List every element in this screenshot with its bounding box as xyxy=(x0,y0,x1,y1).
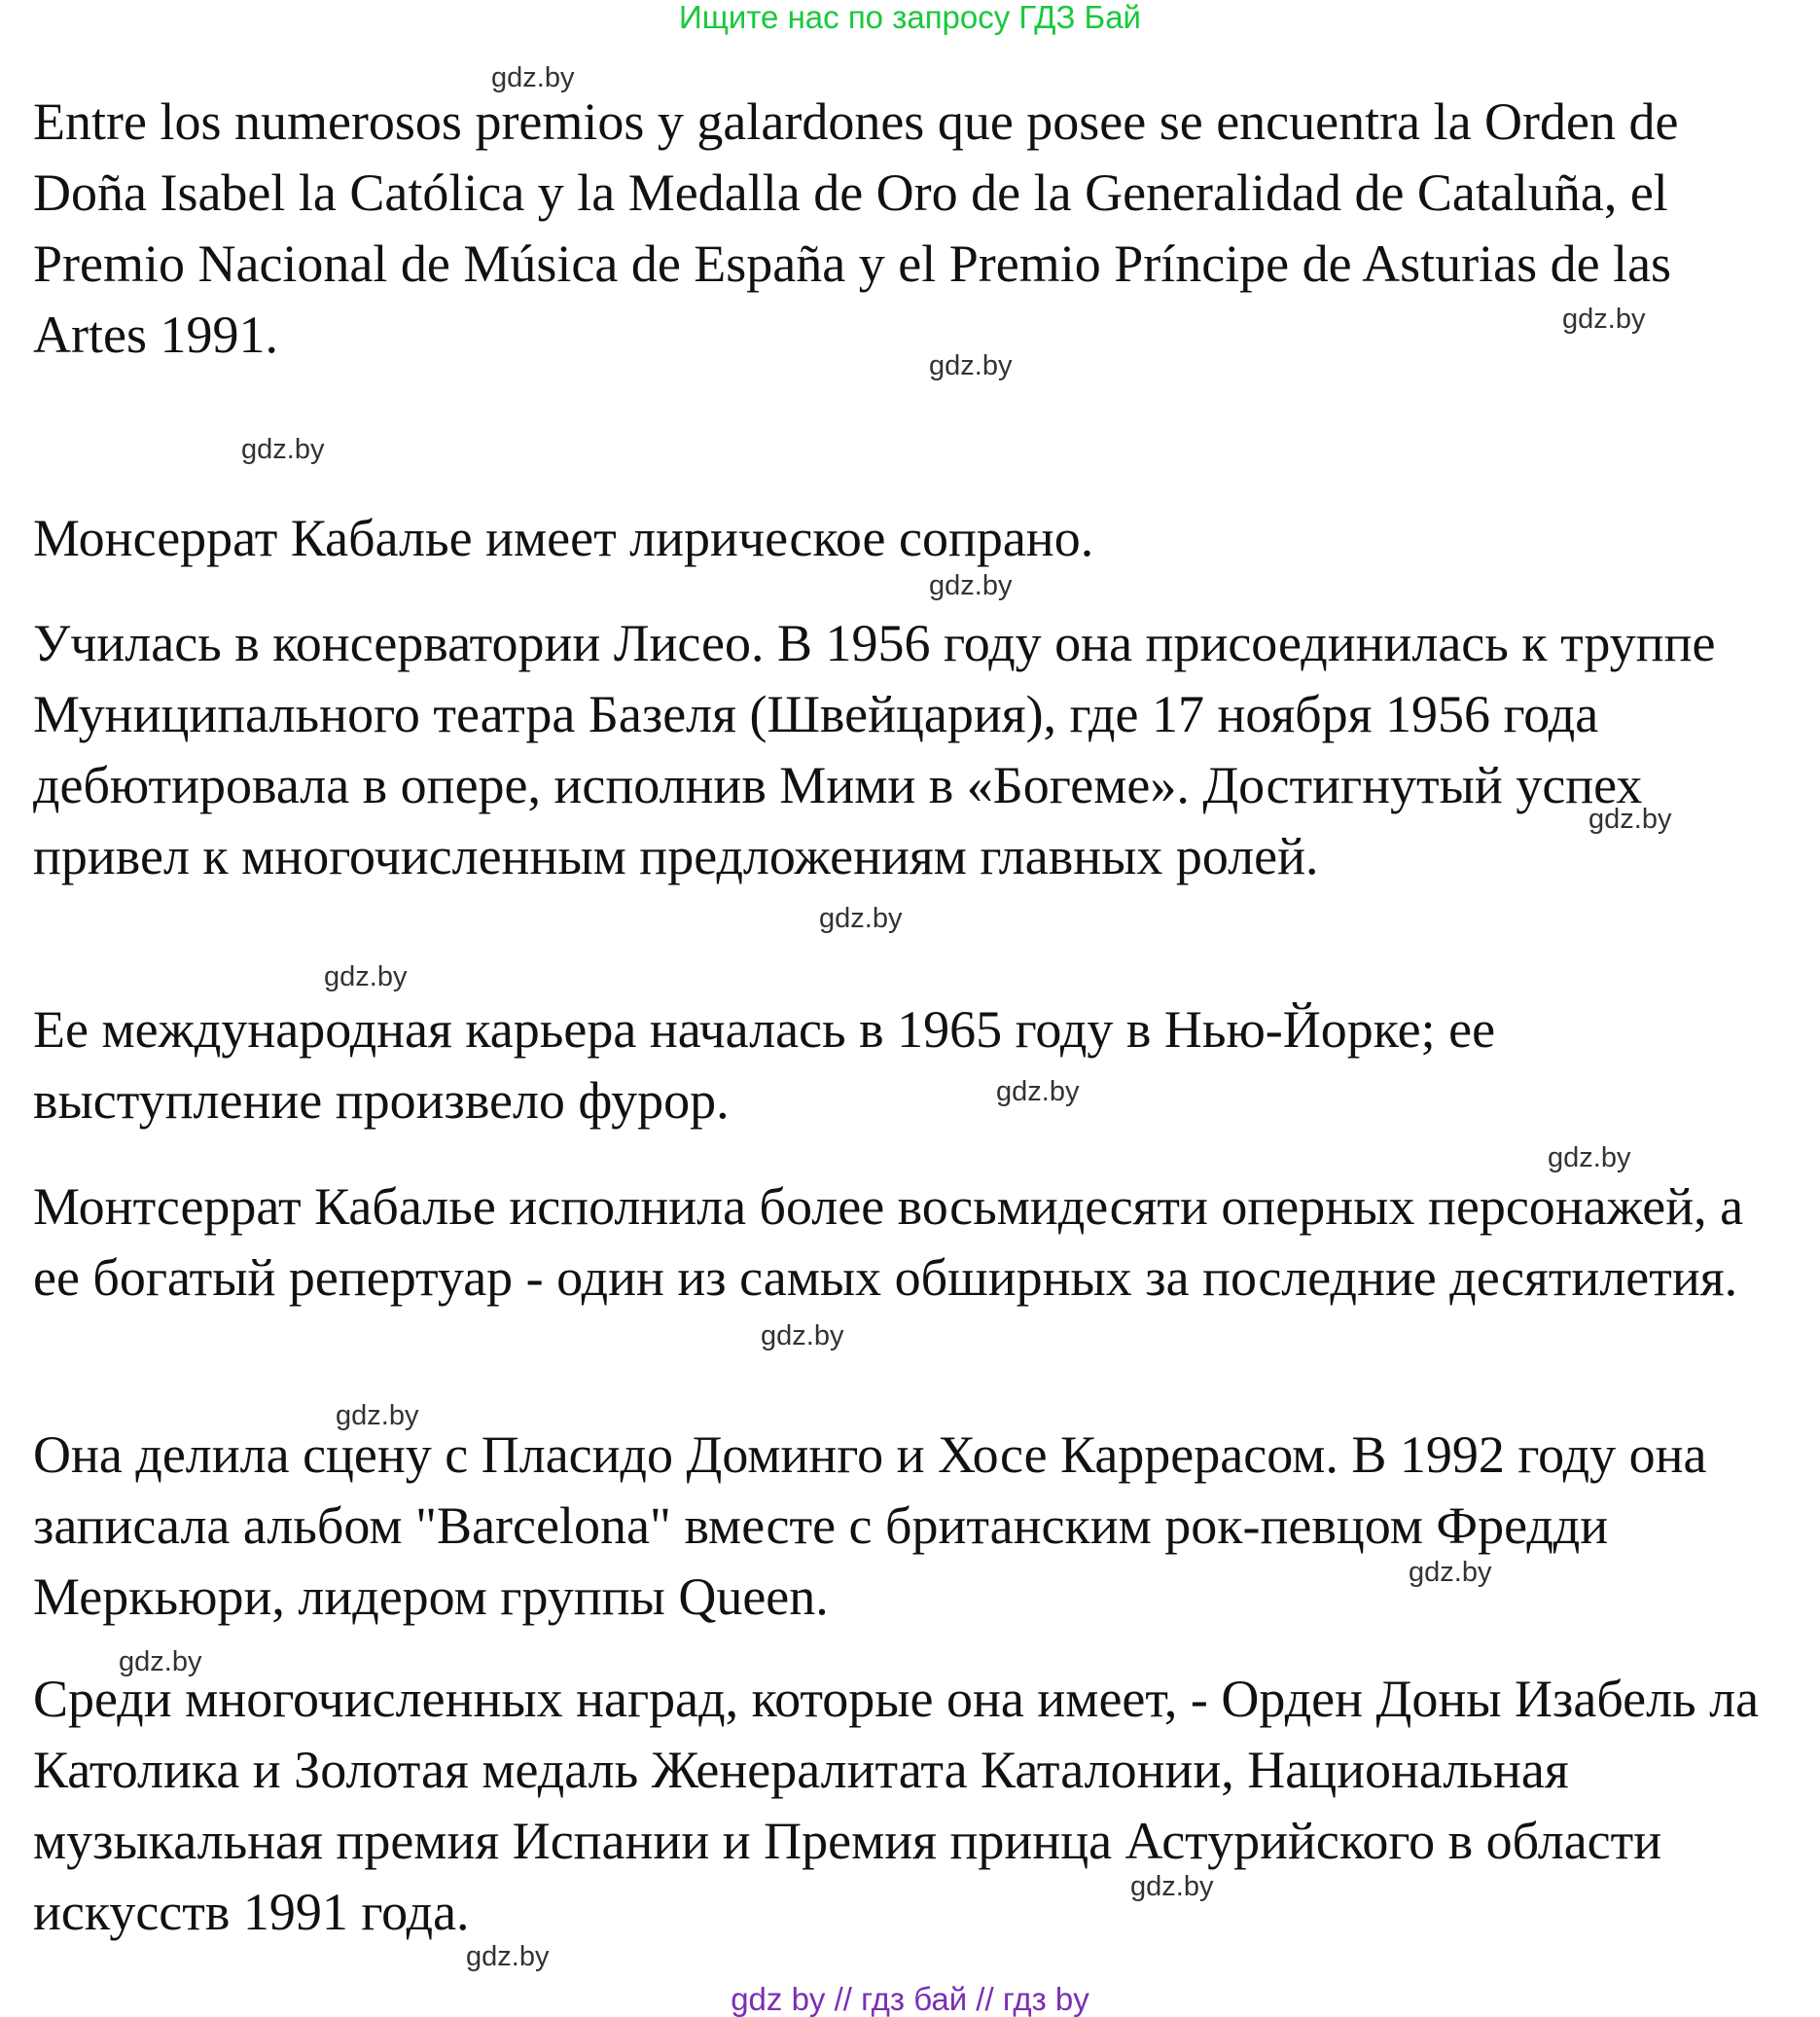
watermark: gdz.by xyxy=(996,1076,1080,1107)
watermark: gdz.by xyxy=(1588,804,1672,835)
watermark: gdz.by xyxy=(324,961,408,992)
paragraph-voice-type: Монсеррат Кабалье имеет лирическое сопрано. xyxy=(33,509,1094,567)
search-banner: Ищите нас по запросу ГДЗ Бай xyxy=(679,0,1141,35)
watermark: gdz.by xyxy=(929,350,1013,381)
footer-links: gdz by // гдз бай // гдз by xyxy=(731,1981,1089,2017)
paragraph-collaborations: Она делила сцену с Пласидо Доминго и Хосе Каррерасом. В 1992 году она записала альбом "Barcelona" вместе с британским рок-певцом Фредди Меркьюри, лидером группы Queen. xyxy=(33,1425,1707,1626)
watermark: gdz.by xyxy=(1548,1142,1631,1173)
paragraph-education-debut: Училась в консерватории Лисео. В 1956 году она присоединилась к труппе Муниципального театра Базеля (Швейцария), где 17 ноября 1956 года дебютировала в опере, исполнив Мими в «Богеме». Достигнутый успех привел к многочисленным предложениям главных ролей. xyxy=(33,614,1716,885)
paragraph-spanish-awards: Entre los numerosos premios y galardones que posee se encuentra la Orden de Doña Isabel la Católica y la Medalla de Oro de la Generalidad de Cataluña, el Premio Nacional de Música de España y el Premio Príncipe de Asturias de las Artes 1991. xyxy=(33,92,1679,364)
paragraph-repertoire: Монтсеррат Кабалье исполнила более восьмидесяти оперных персонажей, а ее богатый репертуар - один из самых обширных за последние десятилетия. xyxy=(33,1177,1744,1307)
watermark: gdz.by xyxy=(1409,1557,1492,1588)
watermark: gdz.by xyxy=(241,434,325,465)
watermark: gdz.by xyxy=(819,903,903,934)
watermark: gdz.by xyxy=(929,570,1013,601)
watermark: gdz.by xyxy=(1130,1871,1214,1902)
watermark: gdz.by xyxy=(336,1400,419,1431)
watermark: gdz.by xyxy=(1562,304,1646,335)
paragraph-russian-awards: Среди многочисленных наград, которые она имеет, - Орден Доны Изабель ла Католика и Золотая медаль Женералитата Каталонии, Национальная музыкальная премия Испании и Премия принца Астурийского в области искусств 1991 года. xyxy=(33,1670,1760,1941)
watermark: gdz.by xyxy=(119,1646,202,1677)
watermark: gdz.by xyxy=(466,1941,550,1972)
watermark: gdz.by xyxy=(491,62,575,93)
watermark: gdz.by xyxy=(761,1320,844,1351)
paragraph-international-career: Ее международная карьера началась в 1965 году в Нью-Йорке; ее выступление произвело фурор. xyxy=(33,1000,1496,1130)
